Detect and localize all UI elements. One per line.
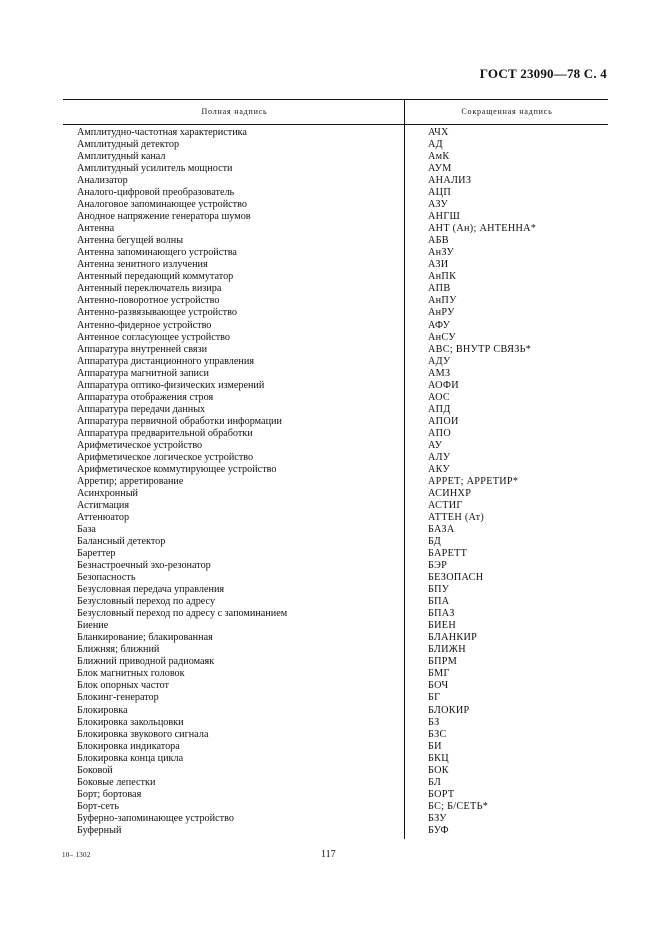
abbreviation-cell: БИЕН	[428, 620, 456, 632]
abbreviation-cell: АД	[428, 139, 443, 151]
document-header: ГОСТ 23090—78 С. 4	[479, 66, 607, 81]
full-name-cell: Антенна зенитного излучения	[77, 259, 208, 271]
table-row	[63, 320, 608, 332]
table-row	[63, 717, 608, 729]
table-row	[63, 464, 608, 476]
table-row	[63, 127, 608, 139]
table-row	[63, 223, 608, 235]
full-name-cell: Блокинг-генератор	[77, 692, 159, 704]
table-row	[63, 476, 608, 488]
table-row	[63, 801, 608, 813]
table-header-row	[63, 100, 608, 124]
table-row	[63, 199, 608, 211]
full-name-cell: Блокировка закольцовки	[77, 716, 184, 728]
full-name-cell: Астигмация	[77, 499, 130, 511]
print-code: 10– 1302	[62, 851, 91, 859]
abbreviation-cell: БЗУ	[428, 812, 447, 824]
abbreviation-cell: БЕЗОПАСН	[428, 572, 484, 584]
table-row	[63, 271, 608, 283]
table-row	[63, 765, 608, 777]
full-name-cell: Балансный детектор	[77, 536, 166, 548]
full-name-cell: Борт-сеть	[77, 800, 120, 812]
abbreviation-cell: БЛАНКИР	[428, 632, 478, 644]
table-row	[63, 608, 608, 620]
table-row	[63, 283, 608, 295]
table-row	[63, 332, 608, 344]
full-name-cell: Арифметическое устройство	[77, 439, 203, 451]
full-name-cell: Аналого-цифровой преобразователь	[77, 187, 235, 199]
full-name-cell: Аппаратура магнитной записи	[77, 367, 209, 379]
full-name-cell: Арретир; арретирование	[77, 475, 184, 487]
table-row	[63, 404, 608, 416]
table-row	[63, 644, 608, 656]
abbreviation-cell: АЛУ	[428, 451, 451, 463]
abbreviation-cell: АОФИ	[428, 379, 459, 391]
full-name-cell: Арифметическое коммутирующее устройство	[77, 463, 277, 475]
abbreviation-cell: БОК	[428, 764, 449, 776]
full-name-cell: Аппаратура оптико-физических измерений	[77, 379, 265, 391]
full-name-cell: Биение	[77, 620, 109, 632]
table-row	[63, 175, 608, 187]
abbreviation-cell: АКУ	[428, 463, 451, 475]
full-name-cell: Антенна бегущей волны	[77, 235, 184, 247]
abbreviation-cell: АнЗУ	[428, 247, 455, 259]
table-row	[63, 416, 608, 428]
abbreviation-cell: БОЧ	[428, 680, 449, 692]
abbreviation-table	[63, 99, 608, 837]
table-row	[63, 356, 608, 368]
table-row	[63, 295, 608, 307]
abbreviation-cell: АнПУ	[428, 295, 457, 307]
abbreviation-cell: БЭР	[428, 560, 448, 572]
abbreviation-cell: АТТЕН (Ат)	[428, 512, 485, 523]
abbreviation-cell: АБВ	[428, 235, 449, 247]
table-row	[63, 440, 608, 452]
full-name-cell: Аппаратура передачи данных	[77, 403, 206, 415]
table-row	[63, 548, 608, 560]
full-name-cell: Анодное напряжение генератора шумов	[77, 211, 251, 223]
page-number: 117	[321, 849, 336, 860]
full-name-cell: Антенно-развязывающее устройство	[77, 307, 237, 319]
abbreviation-cell: АЧХ	[428, 127, 449, 138]
full-name-cell: Амплитудный детектор	[77, 139, 180, 151]
table-row	[63, 753, 608, 765]
full-name-cell: Антенно-фидерное устройство	[77, 319, 212, 331]
abbreviation-cell: АДУ	[428, 355, 451, 367]
table-row	[63, 500, 608, 512]
table-row	[63, 620, 608, 632]
full-name-cell: Блокировка звукового сигнала	[77, 728, 209, 740]
abbreviation-cell: АЦП	[428, 187, 451, 199]
table-row	[63, 139, 608, 151]
table-row	[63, 536, 608, 548]
table-row	[63, 211, 608, 223]
abbreviation-cell: АПОИ	[428, 415, 459, 427]
full-name-cell: Ближний приводной радиомаяк	[77, 656, 215, 668]
abbreviation-cell: АОС	[428, 391, 451, 403]
abbreviation-cell: БИ	[428, 740, 442, 752]
column-divider	[404, 99, 405, 839]
table-row	[63, 428, 608, 440]
table-row	[63, 452, 608, 464]
abbreviation-cell: АНГШ	[428, 211, 461, 223]
abbreviation-cell: БЗ	[428, 716, 440, 728]
full-name-cell: Блокировка конца цикла	[77, 752, 184, 764]
table-row	[63, 163, 608, 175]
table-row	[63, 187, 608, 199]
abbreviation-cell: АнРУ	[428, 307, 455, 319]
full-name-cell: Безусловный переход по адресу	[77, 596, 216, 608]
abbreviation-cell: АСТИГ	[428, 499, 463, 511]
abbreviation-cell: БС; Б/СЕТЬ*	[428, 800, 489, 812]
abbreviation-cell: БЗС	[428, 728, 447, 740]
full-name-cell: Аналоговое запоминающее устройство	[77, 199, 247, 211]
full-name-cell: Аттенюатор	[77, 512, 130, 523]
table-row	[63, 368, 608, 380]
table-row	[63, 560, 608, 572]
abbreviation-cell: АСИНХР	[428, 487, 472, 499]
full-name-cell: Буферно-запоминающее устройство	[77, 812, 234, 824]
table-row	[63, 235, 608, 247]
abbreviation-cell: АнСУ	[428, 331, 456, 343]
abbreviation-cell: АВС; ВНУТР СВЯЗЬ*	[428, 343, 532, 355]
table-row	[63, 488, 608, 500]
table-row	[63, 680, 608, 692]
column-header-full: Полная надпись	[201, 107, 268, 116]
full-name-cell: Аппаратура первичной обработки информации	[77, 415, 282, 427]
abbreviation-cell: АПД	[428, 403, 451, 415]
full-name-cell: Боковые лепестки	[77, 776, 156, 788]
full-name-cell: Блок магнитных головок	[77, 668, 185, 680]
table-row	[63, 572, 608, 584]
full-name-cell: Бареттер	[77, 548, 116, 560]
full-name-cell: Аппаратура внутренней связи	[77, 343, 208, 355]
table-row	[63, 392, 608, 404]
abbreviation-cell: АЗУ	[428, 199, 449, 211]
table-row	[63, 380, 608, 392]
table-row	[63, 259, 608, 271]
full-name-cell: Амплитудно-частотная характеристика	[77, 127, 247, 138]
abbreviation-cell: БД	[428, 536, 442, 548]
abbreviation-cell: БЛИЖН	[428, 644, 466, 656]
full-name-cell: Блокировка индикатора	[77, 740, 180, 752]
abbreviation-cell: БПА	[428, 596, 450, 608]
table-row	[63, 692, 608, 704]
abbreviation-cell: АЗИ	[428, 259, 449, 271]
full-name-cell: Безусловный переход по адресу с запоминанием	[77, 608, 288, 620]
abbreviation-cell: АмК	[428, 151, 450, 163]
table-row	[63, 524, 608, 536]
abbreviation-cell: АПВ	[428, 283, 451, 295]
table-row	[63, 813, 608, 825]
full-name-cell: Амплитудный усилитель мощности	[77, 163, 233, 175]
table-row	[63, 596, 608, 608]
abbreviation-cell: БУФ	[428, 824, 449, 836]
abbreviation-cell: АУМ	[428, 163, 452, 175]
full-name-cell: База	[77, 524, 96, 536]
table-row	[63, 789, 608, 801]
full-name-cell: Аппаратура предварительной обработки	[77, 427, 253, 439]
full-name-cell: Асинхронный	[77, 487, 139, 499]
full-name-cell: Антенное согласующее устройство	[77, 331, 231, 343]
full-name-cell: Антенно-поворотное устройство	[77, 295, 220, 307]
abbreviation-cell: БАРЕТТ	[428, 548, 468, 560]
table-row	[63, 632, 608, 644]
full-name-cell: Буферный	[77, 824, 122, 836]
abbreviation-cell: АПО	[428, 427, 451, 439]
full-name-cell: Аппаратура дистанционного управления	[77, 355, 255, 367]
table-row	[63, 512, 608, 524]
full-name-cell: Анализатор	[77, 175, 128, 187]
table-row	[63, 656, 608, 668]
full-name-cell: Бланкирование; блакированная	[77, 632, 213, 644]
full-name-cell: Борт; бортовая	[77, 788, 142, 800]
full-name-cell: Аппаратура отображения строя	[77, 391, 214, 403]
abbreviation-cell: БЛ	[428, 776, 442, 788]
abbreviation-cell: АФУ	[428, 319, 451, 331]
abbreviation-cell: АУ	[428, 439, 443, 451]
table-row	[63, 668, 608, 680]
full-name-cell: Арифметическое логическое устройство	[77, 451, 254, 463]
full-name-cell: Блокировка	[77, 704, 128, 716]
full-name-cell: Безнастроечный эхо-резонатор	[77, 560, 211, 572]
table-row	[63, 584, 608, 596]
full-name-cell: Безусловная передача управления	[77, 584, 225, 596]
abbreviation-cell: БКЦ	[428, 752, 449, 764]
table-row	[63, 825, 608, 837]
full-name-cell: Амплитудный канал	[77, 151, 166, 163]
full-name-cell: Антенный передающий коммутатор	[77, 271, 234, 283]
column-header-abbr: Сокращенная надпись	[461, 107, 553, 116]
abbreviation-cell: АНТ (Ан); АНТЕННА*	[428, 223, 537, 235]
full-name-cell: Боковой	[77, 764, 113, 776]
abbreviation-cell: БПАЗ	[428, 608, 455, 620]
table-row	[63, 151, 608, 163]
full-name-cell: Антенна запоминающего устройства	[77, 247, 237, 259]
full-name-cell: Безопасность	[77, 572, 136, 584]
full-name-cell: Антенный переключатель визира	[77, 283, 222, 295]
full-name-cell: Ближняя; ближний	[77, 644, 160, 656]
table-body	[63, 125, 608, 837]
abbreviation-cell: БГ	[428, 692, 441, 704]
abbreviation-cell: АнПК	[428, 271, 457, 283]
abbreviation-cell: АМЗ	[428, 367, 451, 379]
table-row	[63, 729, 608, 741]
abbreviation-cell: БАЗА	[428, 524, 455, 536]
abbreviation-cell: БОРТ	[428, 788, 455, 800]
abbreviation-cell: АНАЛИЗ	[428, 175, 472, 187]
abbreviation-cell: БПУ	[428, 584, 450, 596]
table-row	[63, 247, 608, 259]
abbreviation-cell: АРРЕТ; АРРЕТИР*	[428, 475, 519, 487]
table-row	[63, 307, 608, 319]
table-row	[63, 741, 608, 753]
full-name-cell: Антенна	[77, 223, 115, 235]
full-name-cell: Блок опорных частот	[77, 680, 169, 692]
table-row	[63, 777, 608, 789]
abbreviation-cell: БПРМ	[428, 656, 458, 668]
abbreviation-cell: БМГ	[428, 668, 450, 680]
table-row	[63, 705, 608, 717]
table-row	[63, 344, 608, 356]
abbreviation-cell: БЛОКИР	[428, 704, 470, 716]
